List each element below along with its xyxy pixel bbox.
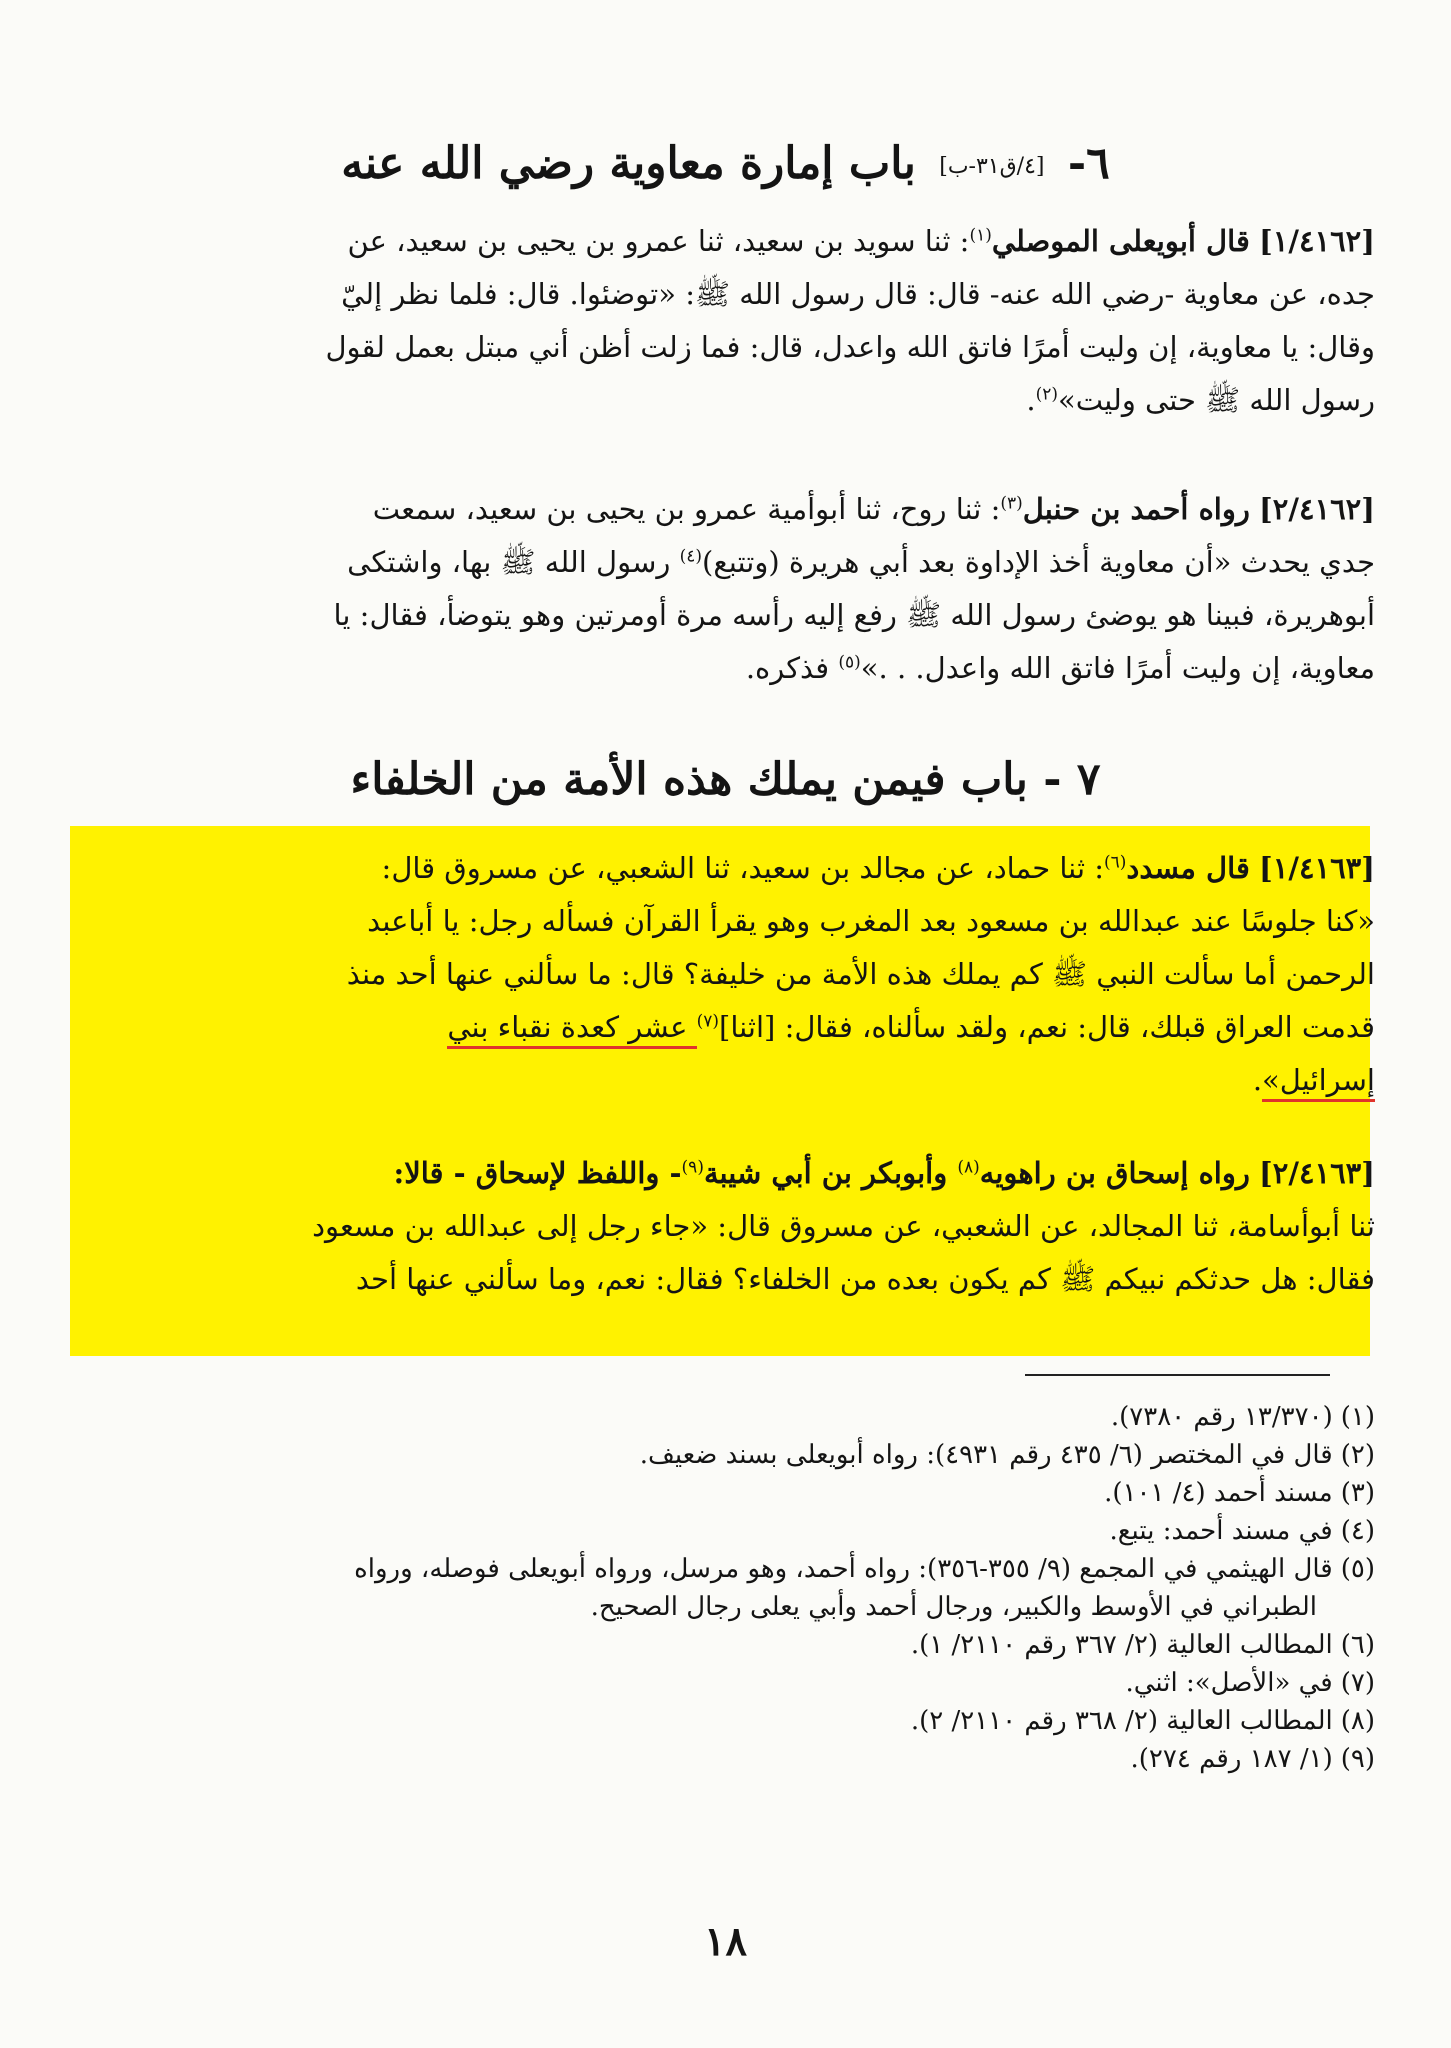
- text-segment: رسول الله ﷺ بها، واشتكى: [347, 545, 680, 579]
- text-line: [94, 642, 1375, 695]
- footnote-text: الطبراني في الأوسط والكبير، ورجال أحمد وأبي يعلى رجال الصحيح.: [590, 1592, 1317, 1622]
- footnote-continuation: [100, 1588, 1375, 1626]
- page-number: ١٨: [704, 1918, 747, 1965]
- text-line: جده، عن معاوية -رضي الله عنه- قال: قال رسول الله ﷺ: «توضئوا. قال: فلما نظر إليّ: [341, 277, 1375, 311]
- footnote-ref: (٦): [1104, 852, 1127, 873]
- text-line: [94, 1001, 1375, 1054]
- text-segment: رسول الله ﷺ حتى وليت»: [1058, 383, 1375, 417]
- footnote: [100, 1702, 1375, 1740]
- footnote-text: (١٣/٣٧٠ رقم ٧٣٨٠).: [1110, 1402, 1333, 1432]
- footnote-text: قال في المختصر (٦/ ٤٣٥ رقم ٤٩٣١): رواه أبويعلى بسند ضعيف.: [639, 1440, 1333, 1470]
- text-line: [94, 215, 1375, 268]
- footnote-number: (٧): [1340, 1668, 1375, 1698]
- footnote-number: (٨): [1340, 1706, 1375, 1736]
- hadith-number: [١/٤١٦٣]: [1259, 851, 1375, 885]
- footnote-text: المطالب العالية (٢/ ٣٦٧ رقم ٢١١٠/ ١).: [910, 1630, 1333, 1660]
- text-segment: .: [1026, 383, 1036, 417]
- footnote-number: (٩): [1340, 1744, 1375, 1774]
- text-line: [94, 842, 1375, 895]
- text-segment: : ثنا روح، ثنا أبوأمية عمرو بن يحيى بن سعيد، سمعت: [372, 492, 1001, 526]
- hadith-4163-2: [94, 1147, 1375, 1306]
- text-line: فقال: هل حدثكم نبيكم ﷺ كم يكون بعده من الخلفاء؟ فقال: نعم، وما سألني عنها أحد: [355, 1262, 1375, 1296]
- footnote-ref: (٣): [1000, 493, 1023, 514]
- underlined-phrase: إسرائيل»: [1262, 1063, 1375, 1102]
- footnote: [100, 1664, 1375, 1702]
- footnote: [100, 1474, 1375, 1512]
- text-line: ثنا أبوأسامة، ثنا المجالد، عن الشعبي، عن مسروق قال: «جاء رجل إلى عبدالله بن مسعود: [312, 1209, 1375, 1243]
- footnote-ref: (١): [969, 225, 992, 246]
- footnote: [100, 1398, 1375, 1436]
- footnote-text: المطالب العالية (٢/ ٣٦٨ رقم ٢١١٠/ ٢).: [910, 1706, 1333, 1736]
- footnote-text: مسند أحمد (٤/ ١٠١).: [1104, 1478, 1333, 1508]
- text-line: وقال: يا معاوية، إن وليت أمرًا فاتق الله واعدل، قال: فما زلت أظن أني مبتل بعمل لقول: [325, 330, 1375, 364]
- footnote-ref: (٧): [696, 1011, 720, 1032]
- narrator-lead: قال مسدد: [1126, 851, 1250, 885]
- text-segment: فذكره.: [745, 651, 839, 685]
- footnote: [100, 1626, 1375, 1664]
- text-line: أبوهريرة، فبينا هو يوضئ رسول الله ﷺ رفع إليه رأسه مرة أومرتين وهو يتوضأ، فقال: يا: [333, 598, 1375, 632]
- narrator-lead: وأبوبكر بن أبي شيبة: [703, 1156, 958, 1190]
- footnote: [100, 1512, 1375, 1550]
- text-segment: : ثنا سويد بن سعيد، ثنا عمرو بن يحيى بن سعيد، عن: [347, 224, 970, 258]
- text-line: [94, 483, 1375, 536]
- text-line: «كنا جلوسًا عند عبدالله بن مسعود بعد المغرب وهو يقرأ القرآن فسأله رجل: يا أباعبد: [367, 904, 1375, 938]
- hadith-4163-1: [94, 842, 1375, 1107]
- text-segment: .: [1252, 1063, 1263, 1097]
- text-line: [94, 374, 1375, 427]
- footnote-text: قال الهيثمي في المجمع (٩/ ٣٥٥-٣٥٦): رواه أحمد، وهو مرسل، ورواه أبويعلى فوصله، ورواه: [354, 1554, 1333, 1584]
- narrator-lead: قال أبويعلى الموصلي: [991, 224, 1250, 258]
- text-segment: معاوية، إن وليت أمرًا فاتق الله واعدل. . .»: [860, 651, 1375, 685]
- footnote: [100, 1740, 1375, 1778]
- hadith-4162-1: [94, 215, 1375, 427]
- text-segment: قدمت العراق قبلك، قال: نعم، ولقد سألناه، فقال: [اثنا]: [719, 1010, 1375, 1044]
- footnote-number: (٤): [1340, 1516, 1375, 1546]
- footnote-ref: (٢): [1035, 384, 1059, 405]
- text-line: [94, 536, 1375, 589]
- footnote-number: (٢): [1340, 1440, 1375, 1470]
- text-segment: : ثنا حماد، عن مجالد بن سعيد، ثنا الشعبي، عن مسروق قال:: [381, 851, 1104, 885]
- narrator-lead: رواه إسحاق بن راهويه: [979, 1156, 1250, 1190]
- footnote-text: في «الأصل»: اثني.: [1125, 1668, 1333, 1698]
- footnote-text: (١/ ١٨٧ رقم ٢٧٤).: [1130, 1744, 1333, 1774]
- footnote-ref: (٤): [679, 546, 703, 567]
- hadith-number: [٢/٤١٦٣]: [1259, 1156, 1375, 1190]
- footnote-number: (٣): [1340, 1478, 1375, 1508]
- section-6-number: ٦-: [1067, 138, 1110, 189]
- section-7-heading: ٧ - باب فيمن يملك هذه الأمة من الخلفاء: [350, 754, 1101, 805]
- hadith-number: [٢/٤١٦٢]: [1259, 492, 1375, 526]
- text-line: [94, 1054, 1375, 1107]
- footnote-divider: [1025, 1374, 1330, 1376]
- hadith-number: [١/٤١٦٢]: [1259, 224, 1375, 258]
- footnote-ref: (٨): [957, 1157, 980, 1178]
- footnote-ref: (٥): [838, 652, 861, 673]
- footnote: [100, 1550, 1375, 1588]
- text-line: [94, 1147, 1375, 1200]
- footnote-ref: (٩): [681, 1157, 704, 1178]
- section-6-heading: [100, 134, 1351, 197]
- footnote-number: (٥): [1340, 1554, 1375, 1584]
- narrator-lead: رواه أحمد بن حنبل: [1022, 492, 1250, 526]
- text-segment: جدي يحدث «أن معاوية أخذ الإداوة بعد أبي هريرة (وتتبع): [702, 545, 1375, 579]
- manuscript-marker: [٤/ق٣١-ب]: [939, 153, 1045, 179]
- footnote: [100, 1436, 1375, 1474]
- narrator-lead: - واللفظ لإسحاق - قالا:: [393, 1156, 682, 1190]
- footnote-number: (١): [1340, 1402, 1375, 1432]
- text-line: الرحمن أما سألت النبي ﷺ كم يملك هذه الأمة من خليفة؟ قال: ما سألني عنها أحد منذ: [346, 957, 1375, 991]
- hadith-4162-2: [94, 483, 1375, 695]
- footnote-text: في مسند أحمد: يتبع.: [1109, 1516, 1333, 1546]
- footnotes: [100, 1398, 1375, 1778]
- underlined-phrase: عشر كعدة نقباء بني: [447, 1010, 696, 1049]
- section-6-title: باب إمارة معاوية رضي الله عنه: [341, 138, 916, 189]
- footnote-number: (٦): [1340, 1630, 1375, 1660]
